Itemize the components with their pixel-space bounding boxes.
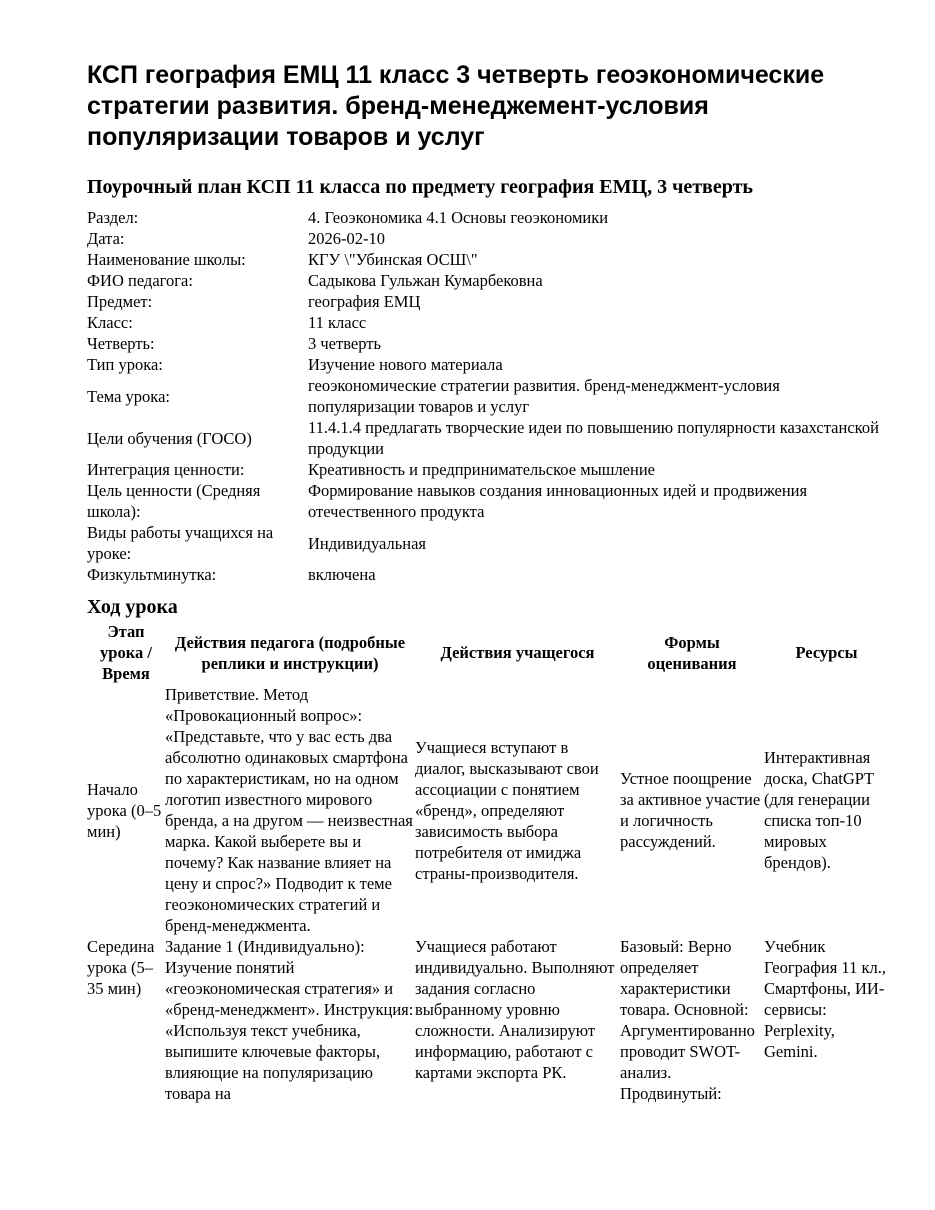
stage-cell: Начало урока (0–5 мин)	[87, 779, 162, 841]
info-value: 2026-02-10	[308, 229, 385, 248]
lesson-progress-heading: Ход урока	[87, 596, 178, 618]
info-row	[87, 459, 883, 480]
info-key: Наименование школы:	[87, 250, 246, 269]
info-row	[87, 564, 883, 585]
info-row	[87, 228, 883, 249]
info-key: Раздел:	[87, 208, 139, 227]
resources-cell: Интерактивная доска, ChatGPT (для генерации списка топ-10 мировых брендов).	[764, 748, 874, 872]
info-value: 11.4.1.4 предлагать творческие идеи по повышению популярности казахстанской продукции	[308, 418, 879, 458]
info-value: КГУ \"Убинская ОСШ\"	[308, 250, 478, 269]
info-key: Виды работы учащихся на уроке:	[87, 523, 274, 563]
info-key: Дата:	[87, 229, 125, 248]
info-row	[87, 312, 883, 333]
teacher-actions-cell: Задание 1 (Индивидуально): Изучение понятий «геоэкономическая стратегия» и «бренд-менеджмент». Инструкция: «Используя текст учебника, выпишите ключевые факторы, влияющие на популяризацию товара на	[165, 937, 414, 1103]
info-row	[87, 333, 883, 354]
info-row	[87, 249, 883, 270]
info-key: ФИО педагога:	[87, 271, 193, 290]
info-value: 4. Геоэкономика 4.1 Основы геоэкономики	[308, 208, 609, 227]
info-value: Индивидуальная	[308, 533, 426, 553]
info-row	[87, 480, 883, 522]
info-key: Тип урока:	[87, 355, 163, 374]
info-row	[87, 207, 883, 228]
table-row	[87, 936, 889, 1104]
teacher-actions-cell: Приветствие. Метод «Провокационный вопрос»: «Представьте, что у вас есть два абсолютно одинаковых смартфона по характеристикам, но на одном логотип известного мирового бренда, а на другом — неизвестная марка. Какой выберете вы и почему? Как название влияет на цену и спрос?» Подводит к теме геоэкономических стратегий и бренд-менеджмента.	[165, 685, 413, 935]
student-actions-cell: Учащиеся вступают в диалог, высказывают свои ассоциации с понятием «бренд», определяют зависимость выбора потребителя от имиджа страны-производителя.	[415, 737, 599, 883]
info-value: Формирование навыков создания инновационных идей и продвижения отечественного продукта	[308, 481, 808, 521]
info-value: Изучение нового материала	[308, 355, 503, 374]
info-key: Цель ценности (Средняя школа):	[87, 481, 261, 521]
info-key: Тема урока:	[87, 386, 170, 406]
info-key: Физкультминутка:	[87, 565, 217, 584]
info-value: Креативность и предпринимательское мышление	[308, 460, 655, 479]
lesson-progress-table	[87, 621, 889, 1104]
info-key: Интеграция ценности:	[87, 460, 245, 479]
info-key: Четверть:	[87, 334, 155, 353]
table-row	[87, 684, 889, 936]
column-header-teacher-actions: Действия педагога (подробные реплики и инструкции)	[174, 632, 406, 673]
info-value: 3 четверть	[308, 334, 381, 353]
info-row	[87, 270, 883, 291]
info-value: геоэкономические стратегии развития. бренд-менеджмент-условия популяризации товаров и услуг	[308, 376, 780, 416]
resources-cell: Учебник География 11 кл., Смартфоны, ИИ-сервисы: Perplexity, Gemini.	[764, 937, 886, 1061]
table-header-row	[87, 621, 889, 684]
info-row	[87, 354, 883, 375]
info-row	[87, 522, 883, 564]
plan-subtitle: Поурочный план КСП 11 класса по предмету география ЕМЦ, 3 четверть	[87, 176, 753, 198]
info-row	[87, 291, 883, 312]
info-value: 11 класс	[308, 313, 367, 332]
lesson-info-table	[87, 207, 883, 585]
info-key: Предмет:	[87, 292, 153, 311]
column-header-student-actions: Действия учащегося	[440, 643, 595, 662]
info-value: география ЕМЦ	[308, 292, 421, 311]
column-header-resources: Ресурсы	[795, 643, 858, 662]
assessment-cell: Устное поощрение за активное участие и логичность рассуждений.	[620, 769, 761, 851]
info-key: Цели обучения (ГОСО)	[87, 428, 252, 448]
info-row	[87, 375, 883, 417]
student-actions-cell: Учащиеся работают индивидуально. Выполняют задания согласно выбранному уровню сложности. Анализируют информацию, работают с картами экспорта РК.	[415, 937, 615, 1082]
info-value: Садыкова Гульжан Кумарбековна	[308, 271, 543, 290]
column-header-stage: Этап урока / Время	[100, 622, 152, 683]
page-title: КСП география ЕМЦ 11 класс 3 четверть геоэкономические стратегии развития. бренд-менеджемент-условия популяризации товаров и услуг	[87, 61, 825, 151]
document-page	[87, 60, 887, 1104]
info-key: Класс:	[87, 313, 133, 332]
info-value: включена	[308, 565, 376, 584]
column-header-assessment: Формы оценивания	[647, 632, 737, 673]
assessment-cell: Базовый: Верно определяет характеристики товара. Основной: Аргументированно проводит SWOT-анализ. Продвинутый:	[620, 937, 755, 1103]
info-row	[87, 417, 883, 459]
stage-cell: Середина урока (5–35 мин)	[87, 937, 155, 998]
